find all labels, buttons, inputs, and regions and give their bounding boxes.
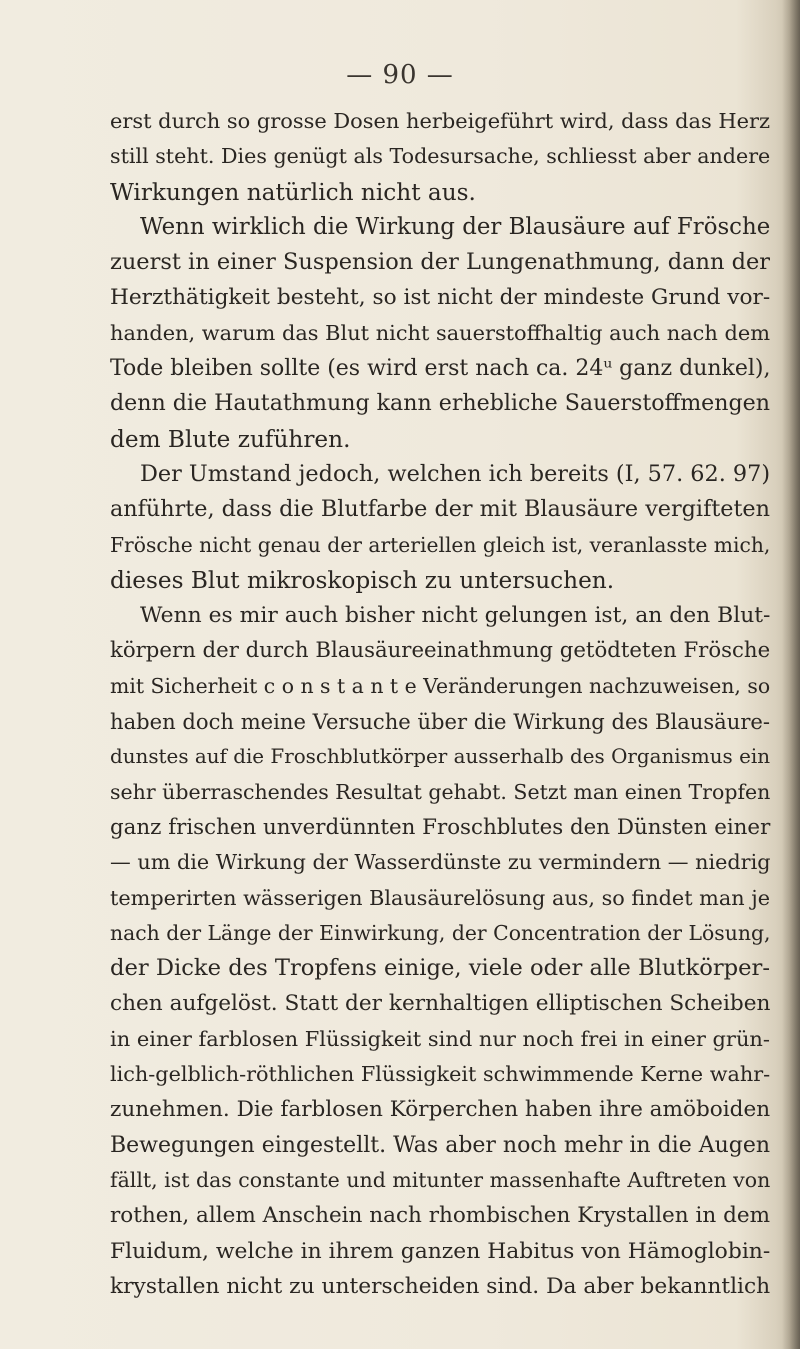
text-line: anführte, dass die Blutfarbe der mit Blausäure vergifteten (110, 496, 770, 523)
text-line: Frösche nicht genau der arteriellen gleich ist, veranlasste mich, (110, 532, 771, 557)
text-line: temperirten wässerigen Blausäurelösung aus, so findet man je (110, 885, 771, 910)
text-line: dem Blute zuführen. (110, 425, 351, 453)
text-line: zunehmen. Die farblosen Körperchen haben ihre amöboiden (110, 1097, 771, 1123)
text-line: ganz frischen unverdünnten Froschblutes den Dünsten einer (110, 814, 771, 840)
text-line: erst durch so grosse Dosen herbeigeführt wird, dass das Herz (110, 109, 771, 133)
text-line: Wirkungen natürlich nicht aus. (110, 178, 476, 206)
text-line: zuerst in einer Suspension der Lungenathmung, dann der (110, 249, 771, 276)
text-line: Bewegungen eingestellt. Was aber noch mehr in die Augen (110, 1132, 771, 1158)
text-line: Wenn wirklich die Wirkung der Blausäure auf Frösche (140, 213, 771, 240)
text-line: denn die Hautathmung kann erhebliche Sauerstoffmengen (110, 390, 770, 417)
page-edge-shadow (782, 0, 800, 1349)
text-line: dunstes auf die Froschblutkörper ausserhalb des Organismus ein (110, 745, 771, 769)
text-line: Tode bleiben sollte (es wird erst nach ca. 24ᵘ ganz dunkel), (110, 356, 771, 382)
text-line: haben doch meine Versuche über die Wirkung des Blausäure- (110, 709, 770, 735)
page-number: — 90 — (346, 60, 454, 90)
text-line: Wenn es mir auch bisher nicht gelungen ist, an den Blut- (140, 603, 771, 629)
text-line: fällt, ist das constante und mitunter massenhafte Auftreten von (110, 1167, 771, 1192)
text-line: Fluidum, welche in ihrem ganzen Habitus von Hämoglobin- (110, 1238, 771, 1264)
text-line: Herzthätigkeit besteht, so ist nicht der mindeste Grund vor- (110, 285, 771, 311)
text-line: krystallen nicht zu unterscheiden sind. Da aber bekanntlich (110, 1273, 771, 1299)
text-line: in einer farblosen Flüssigkeit sind nur noch frei in einer grün- (110, 1026, 770, 1051)
text-line: rothen, allem Anschein nach rhombischen Krystallen in dem (110, 1203, 770, 1229)
text-line: Der Umstand jedoch, welchen ich bereits (I, 57. 62. 97) (140, 460, 771, 487)
text-line: der Dicke des Tropfens einige, viele oder alle Blutkörper- (110, 955, 771, 982)
text-line: mit Sicherheit c o n s t a n t e Veränderungen nachzuweisen, so (110, 673, 771, 698)
text-line: handen, warum das Blut nicht sauerstoffhaltig auch nach dem (110, 320, 770, 345)
text-line: körpern der durch Blausäureeinathmung getödteten Frösche (110, 638, 771, 664)
body-text (110, 104, 770, 1304)
text-line: nach der Länge der Einwirkung, der Concentration der Lösung, (110, 920, 771, 945)
text-line: sehr überraschendes Resultat gehabt. Setzt man einen Tropfen (110, 779, 771, 804)
text-line: chen aufgelöst. Statt der kernhaltigen elliptischen Scheiben (110, 991, 771, 1017)
text-line: still steht. Dies genügt als Todesursache, schliesst aber andere (110, 144, 771, 169)
text-line: — um die Wirkung der Wasserdünste zu vermindern — niedrig (110, 850, 771, 875)
text-line: lich-gelblich-röthlichen Flüssigkeit schwimmende Kerne wahr- (110, 1062, 771, 1087)
text-line: dieses Blut mikroskopisch zu untersuchen. (110, 566, 615, 594)
